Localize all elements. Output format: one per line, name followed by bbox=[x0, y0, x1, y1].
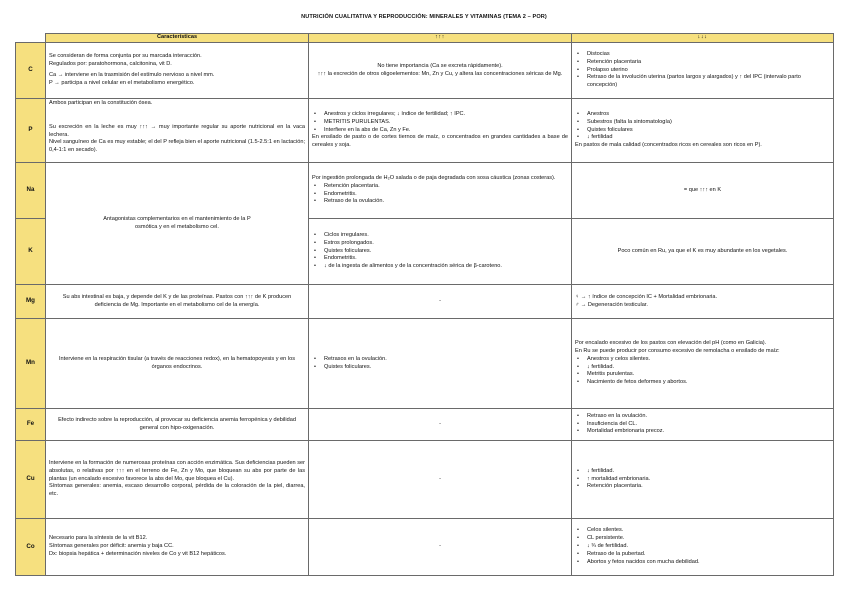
p-excess-item: • METRITIS PURULENTAS. bbox=[312, 119, 568, 127]
co-char-line: Necesario para la síntesis de la vit B12. bbox=[49, 535, 148, 542]
mg-deficiency bbox=[572, 285, 834, 319]
cu-characteristics bbox=[46, 441, 309, 519]
k-excess-item: • Ciclos irregulares. bbox=[312, 232, 568, 240]
na-excess-item: • Retraso de la ovulación. bbox=[312, 198, 568, 206]
co-characteristics bbox=[46, 519, 309, 576]
p-excess bbox=[309, 99, 572, 163]
fe-deficiency-item: • Retraso en la ovulación. bbox=[575, 413, 830, 421]
element-label-p: P bbox=[16, 99, 46, 163]
mg-deficiency-line: ♂ → Degeneración testicular. bbox=[575, 301, 648, 308]
co-deficiency-item: • Retraso de la pubertad. bbox=[575, 551, 830, 559]
header-deficiency: ↓↓↓ bbox=[572, 34, 834, 43]
c-deficiency-item: • Retraso de la involución uterina (partos largos y alargados) y ↑ del IPC (intervalo parto concepción) bbox=[575, 74, 830, 90]
co-deficiency-item: • Abortos y fetos nacidos con mucha debilidad. bbox=[575, 559, 830, 567]
p-deficiency bbox=[572, 99, 834, 163]
mn-deficiency-item: • Metritis purulentas. bbox=[575, 371, 830, 379]
c-deficiency-item: • Retención placentaria bbox=[575, 59, 830, 67]
c-deficiency-item: • Distocias bbox=[575, 51, 830, 59]
mg-characteristics: Su abs intestinal es baja, y depende del K y de las proteínas. Pastos con ↑↑↑ de K producen deficiencia de Mg. Importante en el metabolismo cel de la energía. bbox=[46, 285, 309, 319]
row-fe bbox=[16, 409, 834, 441]
na-k-char-text: Antagonistas complementarios en el mantenimiento de la P osmótica y en el metabolismo cel. bbox=[103, 215, 251, 230]
header-excess: ↑↑↑ bbox=[309, 34, 572, 43]
na-k-characteristics bbox=[46, 163, 309, 285]
fe-characteristics: Efecto indirecto sobre la reproducción, al provocar su deficiencia anemia ferropénica y debilidad general con hipo-oxigenación. bbox=[46, 409, 309, 441]
p-characteristics bbox=[46, 99, 309, 163]
mn-deficiency-item: • ↓ fertilidad. bbox=[575, 364, 830, 372]
na-deficiency: = que ↑↑↑ en K bbox=[572, 163, 834, 219]
mn-deficiency-item: • Nacimiento de fetos deformes y abortos. bbox=[575, 379, 830, 387]
k-excess-item: • Endometritis. bbox=[312, 255, 568, 263]
element-label-fe: Fe bbox=[16, 409, 46, 441]
mg-excess: - bbox=[309, 285, 572, 319]
mn-excess bbox=[309, 319, 572, 409]
na-excess-intro: Por ingestión prolongada de H₂O salada o de paja degradada con sosa cáustica (zonas costeras). bbox=[312, 174, 556, 181]
mn-def-intro: En Ru se puede producir por consumo excesivo de remolacha o ensilado de maíz: bbox=[575, 347, 780, 354]
k-excess-item: • Quistes foliculares. bbox=[312, 248, 568, 256]
k-excess-item: • ↓ de la ingesta de alimentos y de la concentración sérica de β-caroteno. bbox=[312, 263, 568, 271]
co-char-line: Dx: biopsia hepática + determinación niveles de Co y vit B12 hepáticos. bbox=[49, 550, 227, 557]
c-char-line: P → participa a nivel celular en el metabolismo energético. bbox=[49, 79, 195, 86]
k-excess-item: • Estros prolongados. bbox=[312, 240, 568, 248]
cu-deficiency-item: • Retención placentaria. bbox=[575, 483, 830, 491]
cu-char-text: Síntomas generales: anemia, escaso desarrollo corporal, pérdida de la coloración de la piel, diarrea, etc. bbox=[49, 483, 305, 498]
na-excess bbox=[309, 163, 572, 219]
row-cu bbox=[16, 441, 834, 519]
c-deficiency bbox=[572, 43, 834, 99]
p-deficiency-item: • ↓ fertilidad bbox=[575, 134, 830, 142]
corner-cell bbox=[16, 34, 46, 43]
co-deficiency bbox=[572, 519, 834, 576]
minerals-table bbox=[15, 33, 834, 576]
p-excess-item: • Anestros y ciclos irregulares; ↓ índice de fertilidad; ↑ IPC. bbox=[312, 111, 568, 119]
na-excess-item: • Retención placentaria. bbox=[312, 183, 568, 191]
c-excess-line: ↑↑↑ la excreción de otros oligoelementos: Mn, Zn y Cu, y altera las concentraciones séricas de Mg. bbox=[317, 70, 563, 77]
c-char-line: Se consideran de forma conjunta por su marcada interacción. bbox=[49, 53, 202, 60]
element-label-cu: Cu bbox=[16, 441, 46, 519]
k-excess bbox=[309, 219, 572, 285]
header-row bbox=[16, 34, 834, 43]
element-label-na: Na bbox=[16, 163, 46, 219]
p-deficiency-item: • Subestros (falta la sintomatología) bbox=[575, 119, 830, 127]
c-deficiency-item: • Prolapso uterino bbox=[575, 67, 830, 75]
c-char-line: Regulados por: paratohormona, calcitonina, vit D. bbox=[49, 61, 172, 68]
mg-deficiency-line: ♀ → ↑ índice de concepción IC + Mortalidad embrionaria. bbox=[575, 293, 718, 300]
p-char-line: Su excreción en la leche es muy ↑↑↑ → muy importante regular su aporte nutricional en la vaca lechera. bbox=[49, 123, 305, 138]
cu-deficiency bbox=[572, 441, 834, 519]
mn-def-intro: Por encalado excesivo de los pastos con elevación del pH (como en Galicia). bbox=[575, 340, 767, 347]
k-deficiency: Poco común en Ru, ya que el K es muy abundante en los vegetales. bbox=[572, 219, 834, 285]
row-mg bbox=[16, 285, 834, 319]
cu-excess: - bbox=[309, 441, 572, 519]
header-characteristics: Características bbox=[46, 34, 309, 43]
row-co bbox=[16, 519, 834, 576]
row-mn bbox=[16, 319, 834, 409]
fe-deficiency-item: • Insuficiencia del CL. bbox=[575, 421, 830, 429]
na-excess-item: • Endometritis. bbox=[312, 191, 568, 199]
p-excess-note: En ensilado de pasto o de cortes tiernos de maíz, o concentrados en grandes cantidades a base de cereales y soja. bbox=[312, 134, 568, 149]
co-deficiency-item: • ↓ ¾ de fertilidad. bbox=[575, 543, 830, 551]
c-char-line: Ca → interviene en la trasmisión del estímulo nervioso a nivel mm. bbox=[49, 72, 215, 78]
p-deficiency-item: • Quistes foliculares bbox=[575, 127, 830, 135]
p-deficiency-item: • Anestros bbox=[575, 111, 830, 119]
element-label-k: K bbox=[16, 219, 46, 285]
co-char-line: Síntomas generales por déficit: anemia y baja CC. bbox=[49, 543, 174, 550]
element-label-mg: Mg bbox=[16, 285, 46, 319]
cu-deficiency-item: • ↑ mortalidad embrionaria. bbox=[575, 476, 830, 484]
mn-deficiency-item: • Anestros y celos silentes. bbox=[575, 356, 830, 364]
fe-excess: - bbox=[309, 409, 572, 441]
element-label-mn: Mn bbox=[16, 319, 46, 409]
element-label-co: Co bbox=[16, 519, 46, 576]
c-characteristics bbox=[46, 43, 309, 99]
c-excess-line: No tiene importancia (Ca se excreta rápidamente). bbox=[377, 62, 503, 69]
co-deficiency-item: • Celos silentes. bbox=[575, 527, 830, 535]
row-p bbox=[16, 99, 834, 163]
page-title: NUTRICIÓN CUALITATIVA Y REPRODUCCIÓN: MINERALES Y VITAMINAS (TEMA 2 – POR) bbox=[301, 14, 547, 20]
element-label-c: C bbox=[16, 43, 46, 99]
p-char-line: Ambos participan en la constitución ósea. bbox=[49, 100, 153, 106]
row-na bbox=[16, 163, 834, 219]
fe-deficiency bbox=[572, 409, 834, 441]
fe-deficiency-item: • Mortalidad embrionaria precoz. bbox=[575, 428, 830, 436]
row-c bbox=[16, 43, 834, 99]
p-excess-item: • Interfiere en la abs de Ca, Zn y Fe. bbox=[312, 127, 568, 135]
p-char-line: Nivel sanguíneo de Ca es muy estable; el del P refleja bien el aporte nutricional (1.5-2.5:1 en lactación; 0,4-1:1 en secado). bbox=[49, 139, 305, 154]
mn-excess-item: • Retrasos en la ovulación. bbox=[312, 356, 568, 364]
mn-excess-item: • Quistes foliculares. bbox=[312, 364, 568, 372]
cu-char-text: Interviene en la formación de numerosas proteínas con acción enzimática. Sus deficiencias pueden ser absolutas, o relativas por ↑↑↑ en el terreno de Fe, Zn y Mo, que bloquean su abs por parte de las plantas (un encalado excesivo favorece la abs del Mo, que bloquea el Cu). bbox=[49, 459, 305, 482]
mn-characteristics: Interviene en la respiración tisular (a través de reacciones redox), en la hematopoyesis y en los órganos endocrinos. bbox=[46, 319, 309, 409]
mn-deficiency bbox=[572, 319, 834, 409]
c-excess bbox=[309, 43, 572, 99]
co-excess: - bbox=[309, 519, 572, 576]
co-deficiency-item: • CL persistente. bbox=[575, 535, 830, 543]
p-deficiency-note: En pastos de mala calidad (concentrados ricos en cereales son ricos en P). bbox=[575, 142, 762, 149]
cu-deficiency-item: • ↓ fertilidad. bbox=[575, 468, 830, 476]
